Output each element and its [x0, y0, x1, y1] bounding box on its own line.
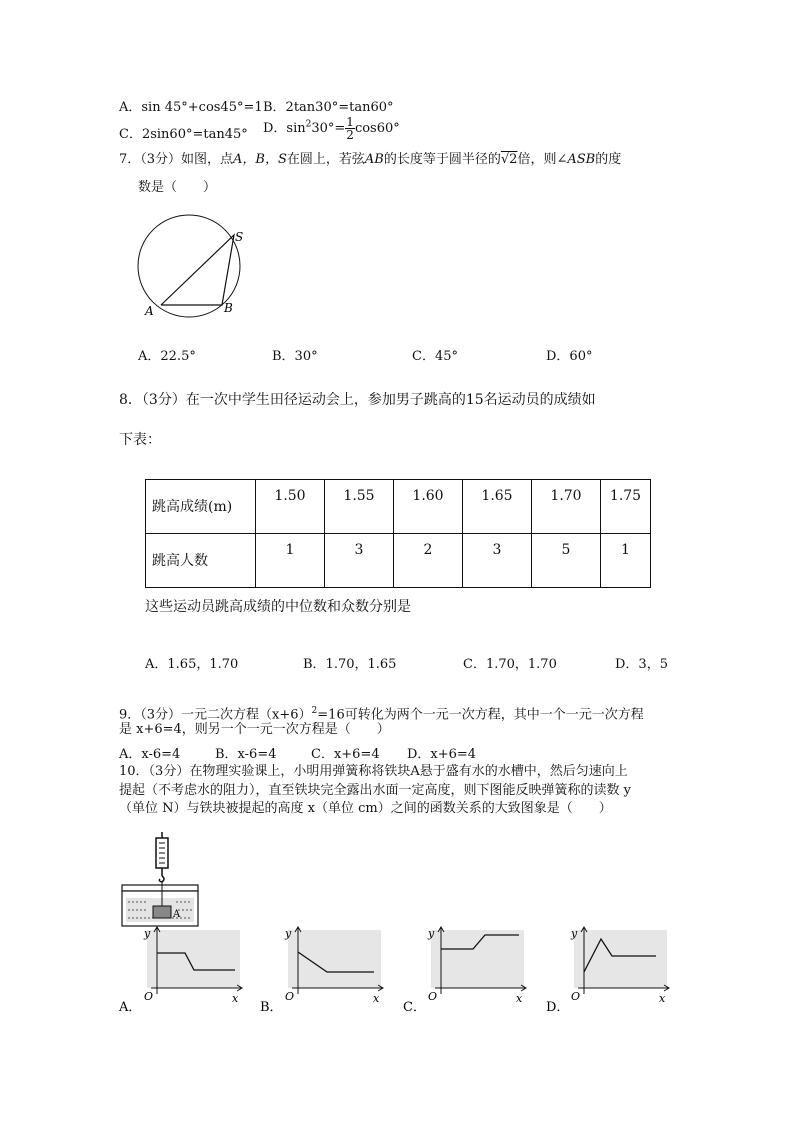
q6-d-prefix: D．sin — [263, 121, 306, 136]
option-letter: D． — [546, 1000, 570, 1015]
q10-line3: （单位 N）与铁块被提起的高度 x（单位 cm）之间的函数关系的大致图象是（ ） — [119, 801, 612, 816]
x-label: x — [373, 992, 380, 1005]
q7-option-a: A．22.5° — [138, 349, 196, 364]
triangle-asb — [161, 235, 234, 305]
table-cell: 1.50 — [256, 480, 325, 534]
q6-d-mid: 30°= — [311, 121, 346, 136]
table-cell: 1.70 — [532, 480, 601, 534]
q7-option-c: C．45° — [412, 349, 458, 364]
y-label: y — [571, 927, 578, 940]
y-label: y — [428, 927, 435, 940]
q7-text-d: 倍，则∠ — [517, 152, 568, 167]
q10-line1: 10．（3分）在物理实验课上，小明用弹簧称将铁块A悬于盛有水的水槽中，然后匀速向上 — [119, 764, 628, 779]
table-row — [146, 534, 651, 588]
spring-scale-tank-illustration — [120, 832, 200, 928]
label-b: B — [224, 301, 233, 315]
q10-line2: 提起（不考虑水的阻力），直至铁块完全露出水面一定高度，则下图能反映弹簧称的读数 y — [119, 783, 631, 798]
x-label: x — [659, 992, 666, 1005]
graph-background — [288, 930, 381, 988]
option-letter: B． — [260, 1000, 283, 1015]
x-label: x — [516, 992, 523, 1005]
q9-option-a: A．x-6=4 — [119, 747, 181, 762]
spring-scale-icon — [156, 832, 168, 882]
graph-background — [431, 930, 524, 988]
fraction-numerator: 1 — [346, 115, 354, 129]
q7-chord-ab: AB — [364, 152, 384, 167]
q6-option-d — [263, 116, 400, 141]
q9-option-b: B．x-6=4 — [215, 747, 277, 762]
table-cell: 1 — [256, 534, 325, 588]
q7-line2: 数是（ ） — [138, 180, 217, 195]
q7-circle-figure — [138, 214, 248, 324]
graph-option-b — [260, 924, 388, 1016]
sqrt-two: √2 — [500, 152, 518, 167]
graph-background — [574, 930, 667, 988]
table-row — [146, 480, 651, 534]
q9-line2: 是 x+6=4，则另一个一元一次方程是（ ） — [119, 722, 390, 737]
q8-option-b: B．1.70，1.65 — [303, 657, 397, 672]
graph-option-c — [403, 924, 531, 1016]
high-jump-table — [145, 479, 651, 588]
graph-background — [147, 930, 240, 988]
q7-option-b: B．30° — [272, 349, 318, 364]
origin-label: O — [285, 990, 295, 1003]
water-tank-icon — [122, 882, 198, 926]
q9-text-a: 9．（3分）一元二次方程（x+6） — [119, 707, 312, 723]
q7-angle-asb: ASB — [567, 152, 596, 167]
table-cell: 1.55 — [325, 480, 394, 534]
q9-option-d: D．x+6=4 — [407, 747, 477, 762]
table-cell: 1.60 — [394, 480, 463, 534]
label-a: A — [145, 304, 154, 318]
q6-option-a: A．sin 45°+cos45°=1 — [119, 100, 263, 115]
q9-text-b: =16可转化为两个一元一次方程，其中一个一元一次方程 — [317, 707, 644, 723]
block-label: A — [173, 909, 181, 920]
q6-option-c: C．2sin60°=tan45° — [119, 127, 248, 142]
graph-option-a — [119, 924, 247, 1016]
label-s: S — [235, 230, 244, 244]
y-label: y — [144, 927, 151, 940]
q8-line2: 下表： — [119, 432, 161, 448]
q9-exponent: 2 — [311, 706, 318, 716]
option-letter: A． — [119, 1000, 142, 1015]
q8-option-a: A．1.65，1.70 — [145, 657, 239, 672]
table-header-score: 跳高成绩(m) — [146, 480, 256, 534]
q8-line1: 8．（3分）在一次中学生田径运动会上，参加男子跳高的15名运动员的成绩如 — [119, 392, 596, 408]
q7-text-c: 的长度等于圆半径的 — [383, 152, 501, 167]
q7-text-a: 7．（3分）如图，点 — [119, 152, 234, 167]
q6-option-b: B．2tan30°=tan60° — [263, 100, 394, 115]
table-cell: 1.65 — [463, 480, 532, 534]
origin-label: O — [144, 990, 154, 1003]
q7-option-d: D．60° — [546, 349, 593, 364]
table-header-count: 跳高人数 — [146, 534, 256, 588]
table-cell: 1 — [601, 534, 651, 588]
option-letter: C． — [403, 1000, 426, 1015]
q6-d-sup: 2 — [305, 119, 312, 130]
q9-option-c: C．x+6=4 — [311, 747, 380, 762]
x-label: x — [232, 992, 239, 1005]
origin-label: O — [571, 990, 581, 1003]
q6-d-suffix: cos60° — [354, 121, 400, 136]
q8-option-d: D．3，5 — [615, 657, 668, 672]
q7-points: A，B，S — [233, 152, 287, 167]
table-cell: 3 — [463, 534, 532, 588]
origin-label: O — [428, 990, 438, 1003]
q7-text-e: 的度 — [595, 152, 622, 167]
table-cell: 1.75 — [601, 480, 651, 534]
table-cell: 5 — [532, 534, 601, 588]
q6-d-fraction — [345, 116, 355, 141]
fraction-denominator: 2 — [346, 128, 354, 142]
q7-line1 — [119, 151, 621, 168]
q7-text-b: 在圆上，若弦 — [286, 152, 365, 167]
iron-block-icon — [153, 906, 171, 918]
y-label: y — [285, 927, 292, 940]
table-cell: 2 — [394, 534, 463, 588]
q8-question: 这些运动员跳高成绩的中位数和众数分别是 — [145, 599, 411, 615]
q8-option-c: C．1.70，1.70 — [463, 657, 557, 672]
table-cell: 3 — [325, 534, 394, 588]
graph-option-d — [546, 924, 674, 1016]
